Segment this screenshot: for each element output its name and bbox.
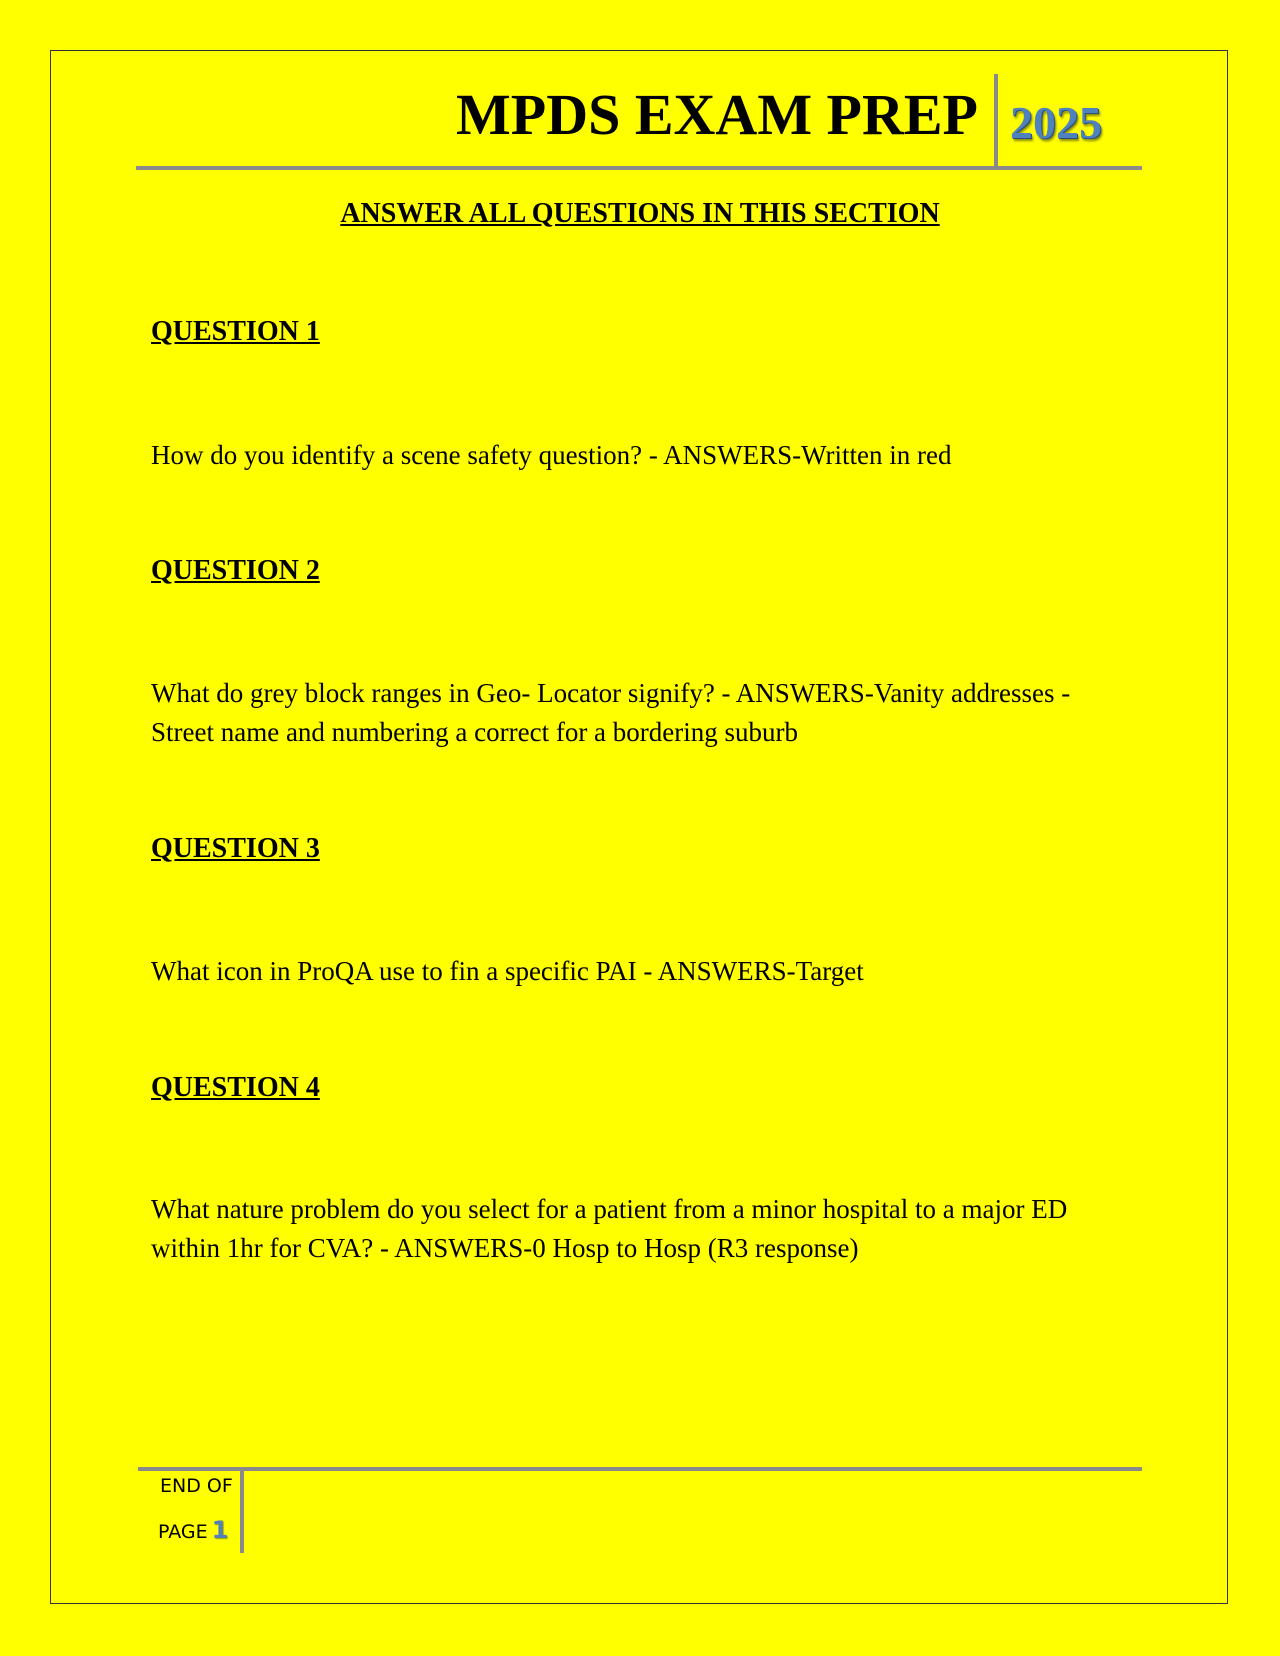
question-4-label: QUESTION 4 <box>151 1072 320 1103</box>
footer-end-of: END OF <box>160 1475 233 1497</box>
footer-divider <box>240 1471 244 1553</box>
question-3-text: What icon in ProQA use to fin a specific PAI - ANSWERS-Target <box>151 956 864 986</box>
page-header <box>136 74 1142 168</box>
question-1-label: QUESTION 1 <box>151 316 320 347</box>
footer-page-number: 1 <box>211 1516 229 1544</box>
question-1-text: How do you identify a scene safety question? - ANSWERS-Written in red <box>151 440 952 470</box>
header-divider <box>994 74 998 168</box>
section-heading: ANSWER ALL QUESTIONS IN THIS SECTION <box>340 198 940 229</box>
footer-page-label: PAGE <box>158 1521 208 1543</box>
question-4-text: What nature problem do you select for a patient from a minor hospital to a major ED within 1hr for CVA? - ANSWERS-0 Hosp to Hosp (R3 response) <box>151 1194 1068 1263</box>
footer-page <box>158 1518 228 1542</box>
question-2-text: What do grey block ranges in Geo- Locator signify? - ANSWERS-Vanity addresses - Street name and numbering a correct for a bordering suburb <box>151 678 1071 747</box>
footer-rule <box>138 1467 1142 1471</box>
header-rule <box>136 166 1142 170</box>
question-3-label: QUESTION 3 <box>151 833 320 864</box>
header-year: 2025 <box>1010 97 1102 148</box>
header-title: MPDS EXAM PREP <box>456 82 978 147</box>
question-2-label: QUESTION 2 <box>151 555 320 586</box>
page-border <box>50 50 1228 1604</box>
